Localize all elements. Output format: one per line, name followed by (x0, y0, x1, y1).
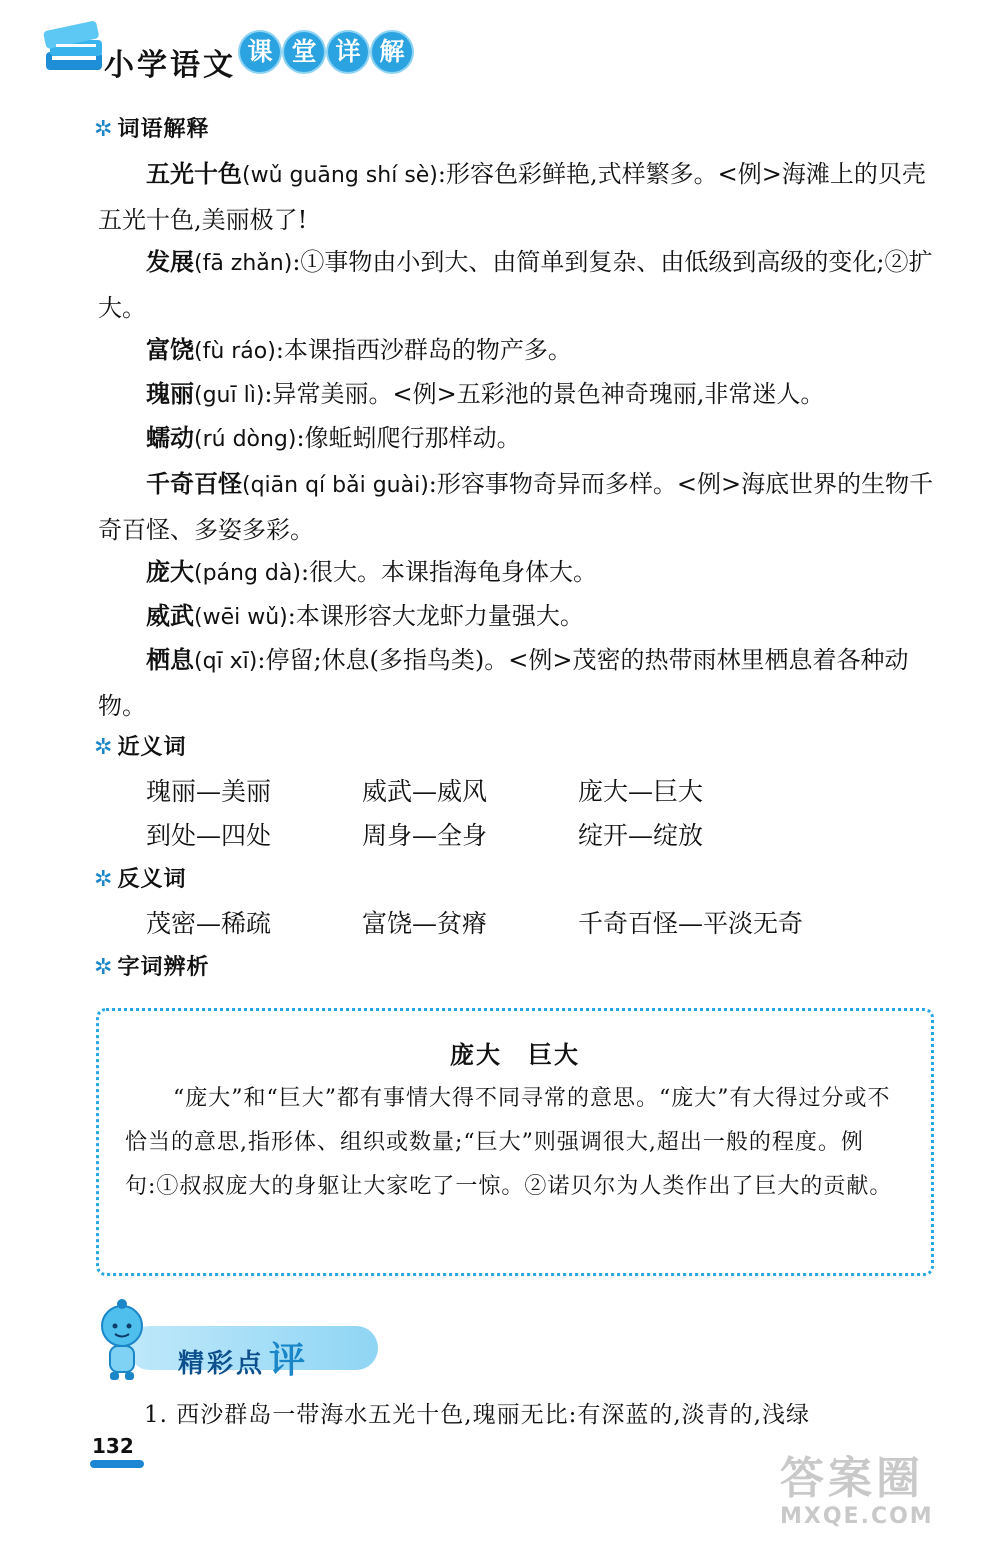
section-heading-vocab: ✲ 词语解释 (94, 117, 210, 142)
analysis-box (96, 1008, 934, 1276)
header-badge: 堂 (284, 32, 324, 72)
synonym-pair: 威武—威风 (362, 777, 488, 806)
header-badge: 解 (372, 32, 412, 72)
flower-icon: ✲ (94, 117, 114, 142)
flower-icon: ✲ (94, 867, 114, 892)
vocab-entry: 五光十色(wǔ guāng shí sè):形容色彩鲜艳,式样繁多。<例>海滩上的贝壳五光十色,美丽极了! (98, 160, 926, 234)
header-badge: 课 (240, 32, 280, 72)
antonym-pair: 千奇百怪—平淡无奇 (578, 909, 804, 938)
synonym-pair: 到处—四处 (146, 821, 272, 850)
header-title: 小学语文 (104, 48, 236, 83)
vocab-entry: 千奇百怪(qiān qí bǎi guài):形容事物奇异而多样。<例>海底世界的生物千奇百怪、多姿多彩。 (98, 470, 934, 544)
vocab-entry: 威武(wēi wǔ):本课形容大龙虾力量强大。 (146, 602, 584, 630)
page-header (40, 18, 460, 88)
antonym-pair: 富饶—贫瘠 (362, 909, 488, 938)
watermark (780, 1454, 980, 1534)
flower-icon: ✲ (94, 955, 114, 980)
synonym-pair: 绽开—绽放 (578, 821, 704, 850)
vocab-entry: 庞大(páng dà):很大。本课指海龟身体大。 (146, 558, 598, 586)
analysis-box-body: “庞大”和“巨大”都有事情大得不同寻常的意思。“庞大”有大得过分或不恰当的意思,指形体、组织或数量;“巨大”则强调很大,超出一般的程度。例句:①叔叔庞大的身躯让大家吃了一惊。②诺贝尔为人类作出了巨大的贡献。 (125, 1086, 893, 1199)
page-number-bar (90, 1460, 144, 1468)
analysis-box-title: 庞大 巨大 (450, 1041, 580, 1069)
synonym-pair: 瑰丽—美丽 (146, 777, 272, 806)
review-banner (92, 1296, 392, 1386)
synonym-pair: 周身—全身 (362, 821, 488, 850)
flower-icon: ✲ (94, 735, 114, 760)
review-item: 1. 西沙群岛一带海水五光十色,瑰丽无比:有深蓝的,淡青的,浅绿 (144, 1402, 810, 1428)
watermark-url: MXQE.COM (780, 1504, 934, 1529)
cartoon-kid-icon (92, 1296, 152, 1386)
synonym-pair: 庞大—巨大 (578, 777, 704, 806)
header-badge: 详 (328, 32, 368, 72)
review-banner-label: 精彩点 评 (178, 1340, 309, 1381)
watermark-logo-text: 答案圈 (780, 1453, 924, 1504)
vocab-entry: 发展(fā zhǎn):①事物由小到大、由简单到复杂、由低级到高级的变化;②扩大。 (98, 248, 933, 322)
vocab-entry: 瑰丽(guī lì):异常美丽。<例>五彩池的景色神奇瑰丽,非常迷人。 (146, 380, 825, 408)
antonym-pair: 茂密—稀疏 (146, 909, 272, 938)
section-heading-synonyms: ✲ 近义词 (94, 735, 187, 760)
book-stack-icon (40, 18, 110, 80)
vocab-entry: 蠕动(rú dòng):像蚯蚓爬行那样动。 (146, 424, 521, 452)
vocab-entry: 栖息(qī xī):停留;休息(多指鸟类)。<例>茂密的热带雨林里栖息着各种动物。 (98, 646, 909, 720)
section-heading-antonyms: ✲ 反义词 (94, 867, 187, 892)
section-heading-analysis: ✲ 字词辨析 (94, 955, 210, 980)
vocab-entry: 富饶(fù ráo):本课指西沙群岛的物产多。 (146, 336, 572, 364)
page-number: 132 (92, 1434, 134, 1458)
